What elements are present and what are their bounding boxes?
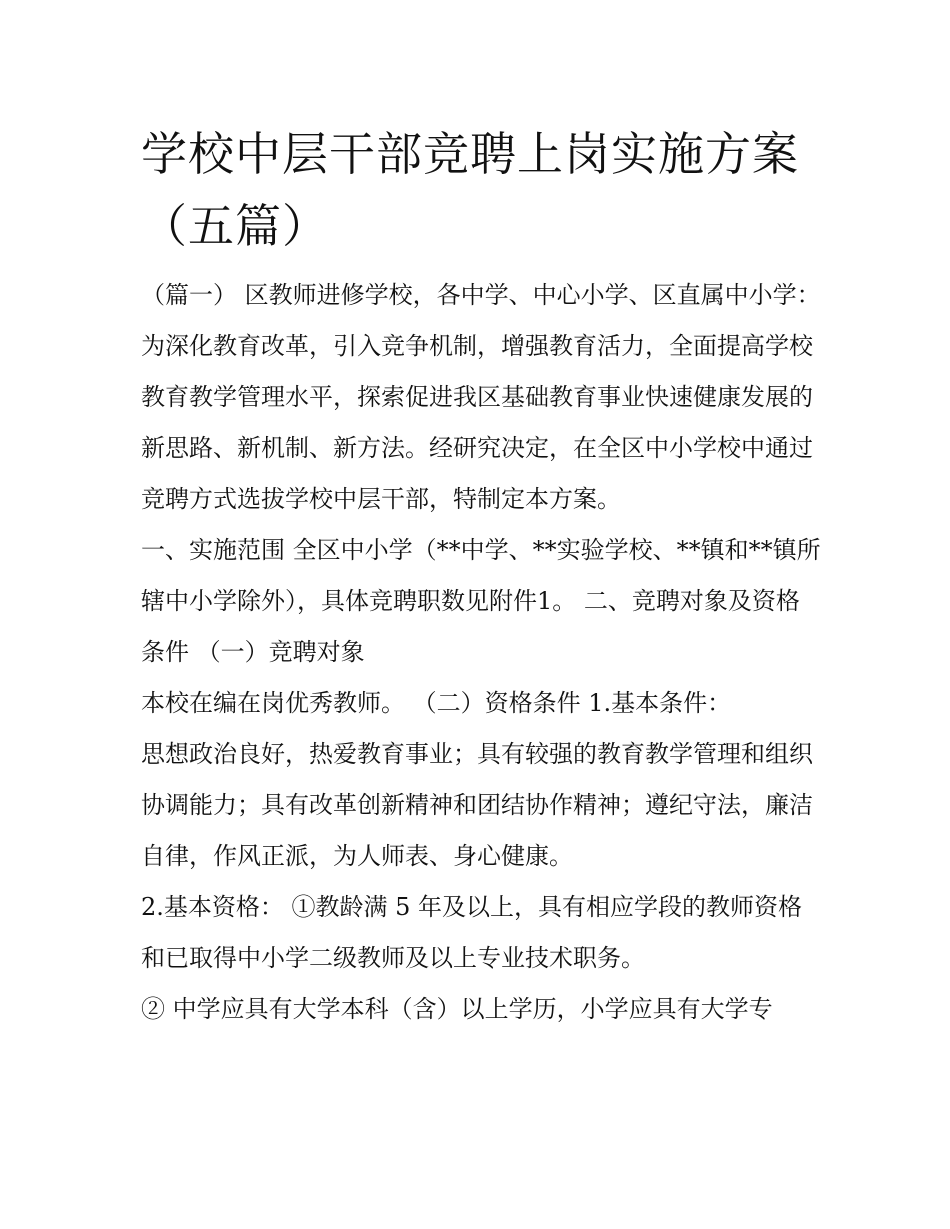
paragraph-basic-conditions: 思想政治良好，热爱教育事业；具有较强的教育教学管理和组织协调能力；具有改革创新精神和团结协作精神；遵纪守法，廉洁自律，作风正派，为人师表、身心健康。 [141, 740, 813, 870]
document-title: 学校中层干部竞聘上岗实施方案（五篇） [141, 127, 799, 253]
paragraph-purpose: 为深化教育改革，引入竞争机制，增强教育活力，全面提高学校教育教学管理水平，探索促进我区基础教育事业快速健康发展的新思路、新机制、新方法。经研究决定，在全区中小学校中通过竞聘方式选拔学校中层干部，特制定本方案。 [141, 332, 813, 513]
paragraph-candidates: 本校在编在岗优秀教师。 （二）资格条件 1.基本条件： [141, 689, 732, 717]
paragraph-recipients: （篇一） 区教师进修学校，各中学、中心小学、区直属中小学： [141, 281, 821, 309]
paragraph-scope: 一、实施范围 全区中小学（**中学、**实验学校、**镇和**镇所辖中小学除外），具体竞聘职数见附件1。 二、竞聘对象及资格条件 （一）竞聘对象 [141, 536, 821, 666]
document-page [141, 118, 821, 1035]
paragraph-basic-qualifications: 2.基本资格： ①教龄满 5 年及以上，具有相应学段的教师资格和已取得中小学二级教师及以上专业技术职务。 [141, 893, 803, 972]
paragraph-education-requirement: ② 中学应具有大学本科（含）以上学历，小学应具有大学专 [141, 995, 773, 1023]
